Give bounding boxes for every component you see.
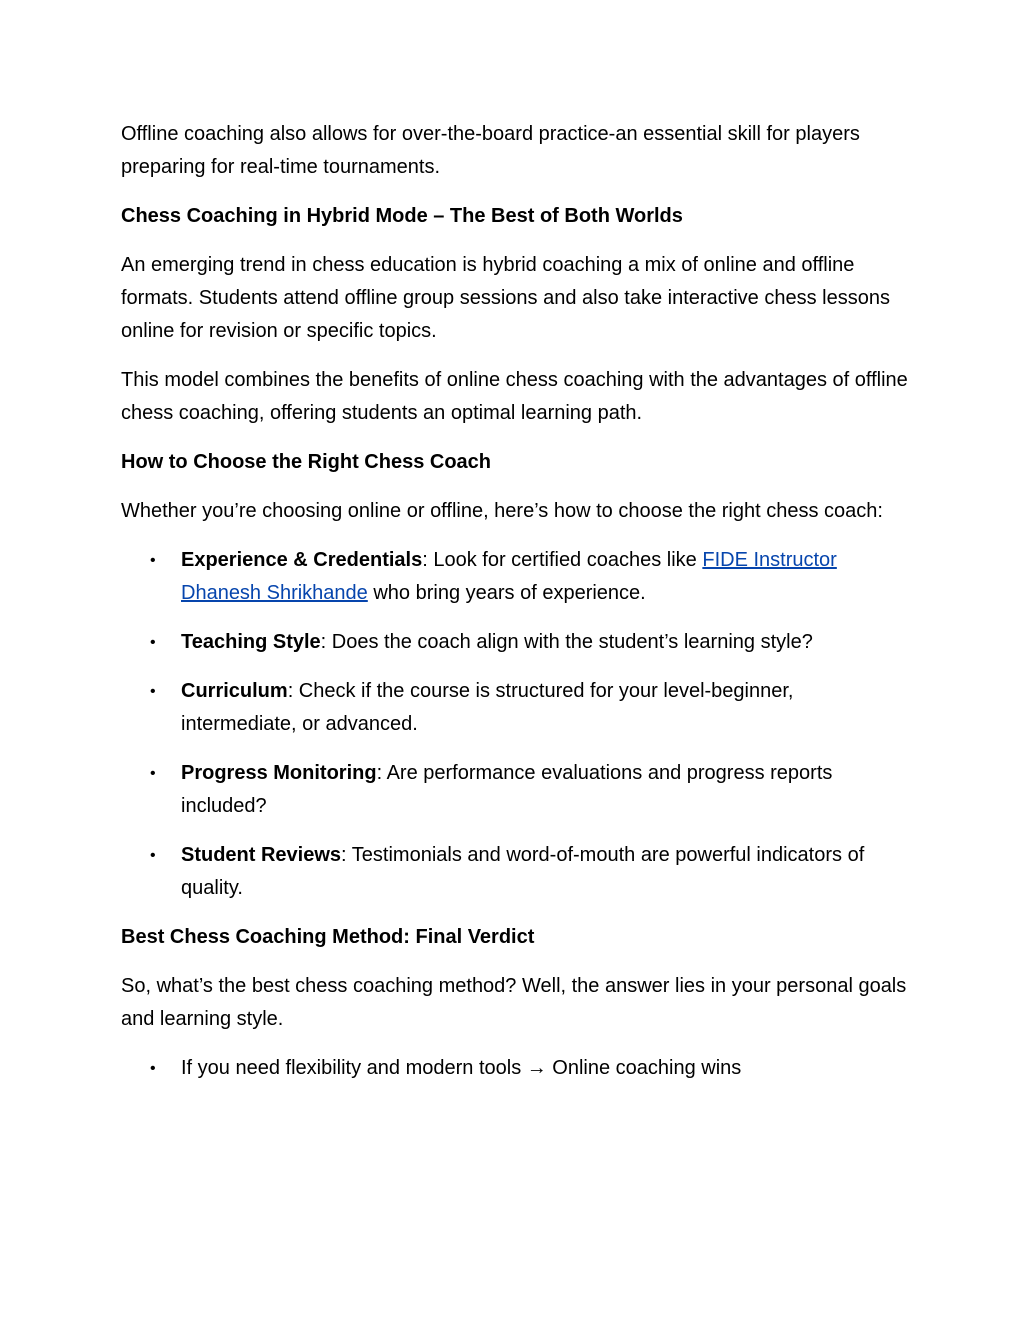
choose-coach-intro: Whether you’re choosing online or offline, here’s how to choose the right chess coach: [121, 500, 883, 522]
intro-paragraph: Offline coaching also allows for over-the-board practice-an essential skill for players preparing for real-time tournaments. [121, 123, 860, 178]
hybrid-paragraph-1: An emerging trend in chess education is hybrid coaching a mix of online and offline formats. Students attend offline group sessions and also take interactive chess lessons online for revision or specific topics. [121, 254, 890, 342]
list-item-term: Progress Monitoring [181, 762, 377, 784]
list-item-text: who bring years of experience. [367, 582, 646, 604]
list-item-text: : Are performance evaluations and progress reports included? [181, 762, 833, 817]
bullet-icon: • [150, 634, 156, 651]
list-item [121, 544, 911, 610]
list-item-text: : Testimonials and word-of-mouth are powerful indicators of quality. [181, 844, 865, 899]
list-item-text: : Check if the course is structured for your level-beginner, intermediate, or advanced. [181, 680, 794, 735]
verdict-heading: Best Chess Coaching Method: Final Verdict [121, 926, 535, 948]
list-item-text: : Does the coach align with the student’s learning style? [320, 631, 813, 653]
choose-coach-heading: How to Choose the Right Chess Coach [121, 451, 492, 473]
document-page [121, 118, 911, 1101]
hybrid-heading: Chess Coaching in Hybrid Mode – The Best of Both Worlds [121, 205, 683, 227]
list-item [121, 757, 911, 823]
bullet-icon: • [150, 1060, 156, 1077]
bullet-icon: • [150, 552, 156, 569]
bullet-icon: • [150, 683, 156, 700]
list-item-term: Student Reviews [181, 844, 342, 866]
bullet-icon: • [150, 765, 156, 782]
hybrid-paragraph-2: This model combines the benefits of online chess coaching with the advantages of offline chess coaching, offering students an optimal learning path. [121, 369, 908, 424]
list-item [121, 626, 911, 659]
fide-instructor-link[interactable]: FIDE Instructor Dhanesh Shrikhande [181, 549, 837, 604]
choose-coach-list [121, 544, 911, 905]
verdict-list [121, 1052, 911, 1085]
verdict-paragraph: So, what’s the best chess coaching method? Well, the answer lies in your personal goals and learning style. [121, 975, 907, 1030]
list-item-term: Experience & Credentials [181, 549, 423, 571]
bullet-icon: • [150, 847, 156, 864]
list-item-term: Teaching Style [181, 631, 321, 653]
list-item-text: : Look for certified coaches like [422, 549, 703, 571]
list-item-term: Curriculum [181, 680, 288, 702]
list-item-text: If you need flexibility and modern tools → Online coaching wins [181, 1057, 742, 1079]
list-item [121, 839, 911, 905]
list-item [121, 675, 911, 741]
list-item [121, 1052, 911, 1085]
